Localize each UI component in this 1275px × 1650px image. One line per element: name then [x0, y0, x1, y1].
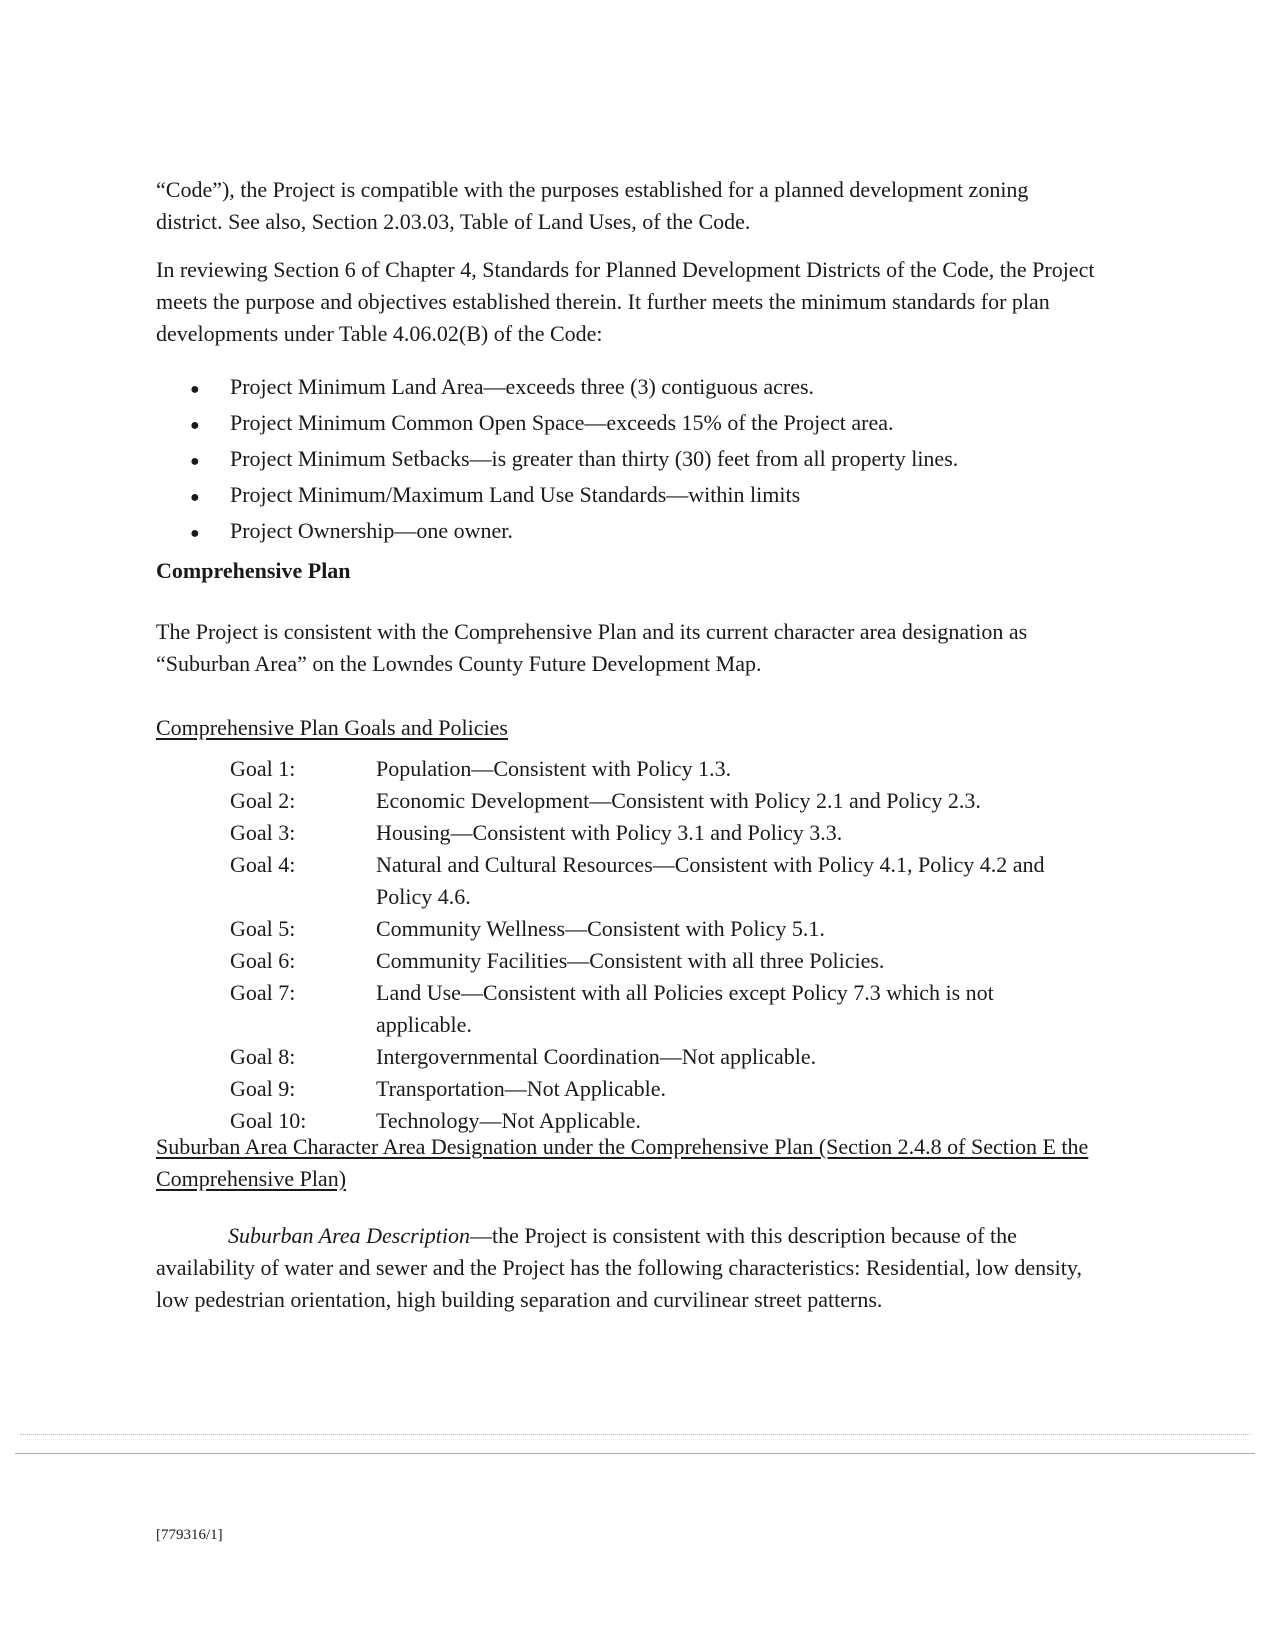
bullet-icon: ● [190, 381, 200, 398]
goal-row: Goal 1: Population—Consistent with Policy 1.3. [230, 756, 732, 781]
paragraph-comprehensive-plan: The Project is consistent with the Comprehensive Plan and its current character area designation as “Suburban Area” on the Lowndes County Future Development Map. [156, 619, 1028, 676]
goal-row: Goal 10: Technology—Not Applicable. [230, 1108, 641, 1133]
section-heading-comprehensive-plan: Comprehensive Plan [156, 558, 351, 583]
document-id: [779316/1] [156, 1527, 223, 1543]
bullet-item: ● Project Minimum Setbacks—is greater than thirty (30) feet from all property lines. [156, 442, 958, 478]
bullet-icon: ● [190, 525, 200, 542]
bullet-icon: ● [190, 489, 200, 506]
goal-row: Goal 9: Transportation—Not Applicable. [230, 1076, 667, 1101]
standards-bullet-list [156, 370, 958, 550]
paragraph-standards-review: In reviewing Section 6 of Chapter 4, Standards for Planned Development Districts of the Code, the Project meets the purpose and objectives established therein. It further meets the minimum standards for plan developments under Table 4.06.02(B) of the Code: [156, 257, 1095, 346]
bullet-item: ● Project Minimum Land Area—exceeds three (3) contiguous acres. [156, 370, 958, 406]
bullet-item: ● Project Minimum Common Open Space—exceeds 15% of the Project area. [156, 406, 958, 442]
suburban-description-label: Suburban Area Description [228, 1223, 470, 1248]
suburban-subheading: Suburban Area Character Area Designation under the Comprehensive Plan (Section 2.4.8 of Section E the Comprehensive Plan) [156, 1134, 1089, 1191]
goal-row: Goal 7: Land Use—Consistent with all Policies except Policy 7.3 which is not applicable. [230, 980, 994, 1037]
goal-row: Goal 4: Natural and Cultural Resources—Consistent with Policy 4.1, Policy 4.2 and Policy 4.6. [230, 852, 1045, 909]
goals-list [230, 753, 1090, 1137]
bullet-icon: ● [190, 453, 200, 470]
goal-row: Goal 6: Community Facilities—Consistent with all three Policies. [230, 948, 885, 973]
paragraph-code-compatibility: “Code”), the Project is compatible with the purposes established for a planned development zoning district. See also, Section 2.03.03, Table of Land Uses, of the Code. [156, 177, 1029, 234]
goal-row: Goal 8: Intergovernmental Coordination—Not applicable. [230, 1044, 817, 1069]
suburban-description-text: —the Project is consistent with this description because of the availability of water and sewer and the Project has the following characteristics: Residential, low density, low pedestrian orientation, high building separation and curvilinear street patterns. [156, 1223, 1082, 1312]
bullet-item: ● Project Minimum/Maximum Land Use Standards—within limits [156, 478, 958, 514]
goal-row: Goal 2: Economic Development—Consistent with Policy 2.1 and Policy 2.3. [230, 788, 981, 813]
goals-subheading: Comprehensive Plan Goals and Policies [156, 715, 508, 740]
paragraph-suburban-description [156, 1220, 1096, 1316]
bullet-icon: ● [190, 417, 200, 434]
scan-artifact-line [20, 1434, 1250, 1435]
goal-row: Goal 3: Housing—Consistent with Policy 3.1 and Policy 3.3. [230, 820, 843, 845]
bullet-item: ● Project Ownership—one owner. [156, 514, 958, 550]
page-divider [15, 1453, 1255, 1454]
goal-row: Goal 5: Community Wellness—Consistent with Policy 5.1. [230, 916, 825, 941]
